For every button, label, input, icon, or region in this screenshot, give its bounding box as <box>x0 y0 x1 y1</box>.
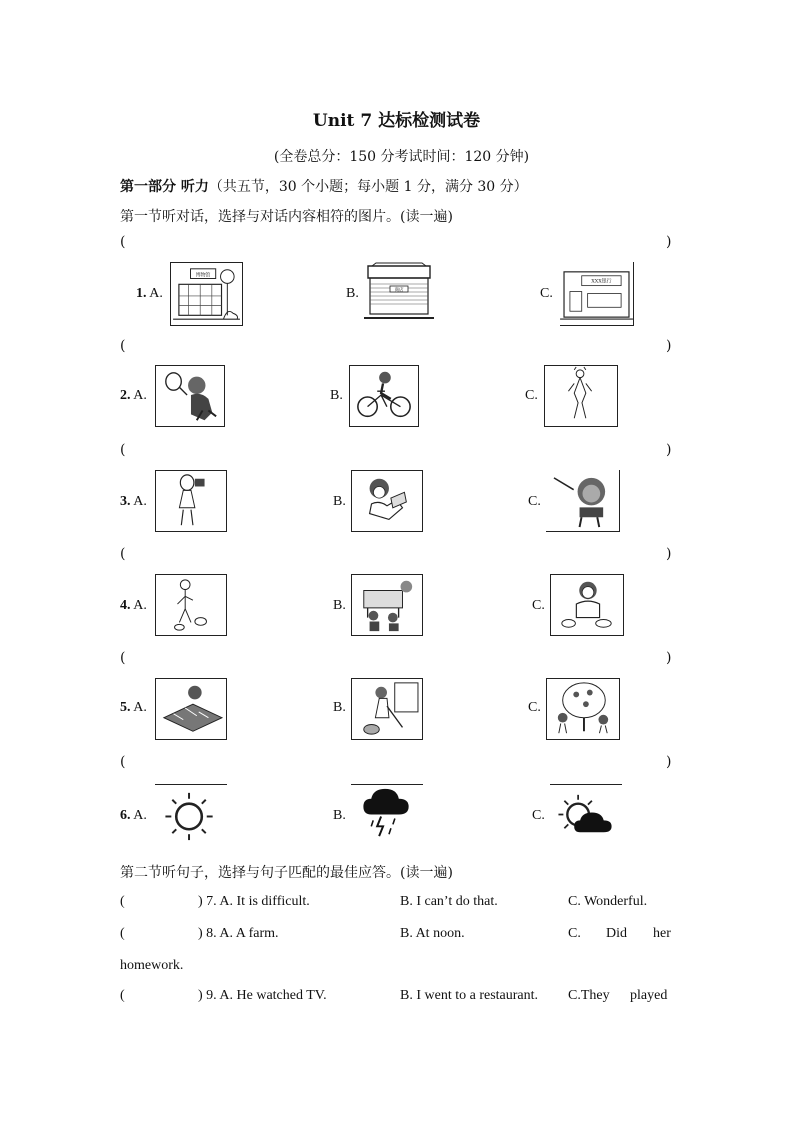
shop-sign: 商店 <box>394 288 404 293</box>
option-b-label: B. <box>346 286 359 301</box>
tennis-player-icon[interactable] <box>155 365 225 427</box>
question-label: 2. A. <box>120 388 147 403</box>
answer-paren-open: ( <box>120 234 126 250</box>
option-c-label: C. <box>528 494 541 509</box>
woman-cleaning-icon[interactable] <box>351 678 423 740</box>
option-c-prefix: C.They <box>568 988 610 1003</box>
question-label: 4. A. <box>120 598 147 613</box>
answer-paren-open: ( <box>120 754 126 770</box>
question-7: ) 7. A. It is difficult. <box>198 894 310 909</box>
option-b: B. I can’t do that. <box>400 894 498 909</box>
girl-painting-icon[interactable] <box>546 470 620 532</box>
option-c-word: played <box>630 988 668 1003</box>
option-b-label: B. <box>330 388 343 403</box>
answer-paren-close: ) <box>666 546 672 562</box>
option-c-label: C. <box>528 700 541 715</box>
option-b-label: B. <box>333 700 346 715</box>
answer-paren-close: ) <box>666 234 672 250</box>
question-9: ) 9. A. He watched TV. <box>198 988 327 1003</box>
part1-title: 第一部分 听力 <box>120 179 209 195</box>
answer-paren-open: ( <box>120 546 126 562</box>
sunny-icon[interactable] <box>155 784 227 846</box>
option-c-label: C. <box>532 598 545 613</box>
shop-building-icon[interactable] <box>362 262 436 322</box>
cyclist-icon[interactable] <box>349 365 419 427</box>
option-c-continuation: homework. <box>120 958 184 973</box>
thunderstorm-icon[interactable] <box>351 784 423 846</box>
answer-paren-close: ) <box>666 338 672 354</box>
page-title: Unit 7 达标检测试卷 <box>312 111 481 131</box>
option-c-word: her <box>653 926 671 941</box>
answer-paren-open: ( <box>120 894 125 909</box>
question-label: 3. A. <box>120 494 147 509</box>
bank-building-icon[interactable] <box>560 262 634 326</box>
part1-detail: （共五节，30 个小题；每小题 1 分，满分 30 分） <box>208 179 528 195</box>
question-label: 5. A. <box>120 700 147 715</box>
section2-instruction: 第二节听句子，选择与句子匹配的最佳应答。(读一遍) <box>120 865 453 881</box>
answer-paren-open: ( <box>120 988 125 1003</box>
girl-reading-icon[interactable] <box>351 470 423 532</box>
museum-building-icon[interactable] <box>170 262 243 326</box>
option-b-label: B. <box>333 808 346 823</box>
exam-info: (全卷总分：150 分考试时间：120 分钟) <box>273 149 530 165</box>
woman-cooking-icon[interactable] <box>550 574 624 636</box>
museum-sign: 博物馆 <box>195 273 211 279</box>
option-c-label: C. <box>540 286 553 301</box>
dancer-icon[interactable] <box>544 365 618 427</box>
option-c-label: C. <box>532 808 545 823</box>
children-cow-icon[interactable] <box>351 574 423 636</box>
section1-instruction: 第一节听对话，选择与对话内容相符的图片。(读一遍) <box>120 209 453 225</box>
option-c-label: C. <box>525 388 538 403</box>
option-b-label: B. <box>333 598 346 613</box>
children-tree-icon[interactable] <box>546 678 620 740</box>
option-b-label: B. <box>333 494 346 509</box>
answer-paren-open: ( <box>120 650 126 666</box>
girl-puzzle-icon[interactable] <box>155 678 227 740</box>
farmer-chickens-icon[interactable] <box>155 574 227 636</box>
part1-heading <box>120 176 528 196</box>
answer-paren-close: ) <box>666 754 672 770</box>
option-b: B. I went to a restaurant. <box>400 988 539 1003</box>
answer-paren-open: ( <box>120 442 126 458</box>
answer-paren-close: ) <box>666 442 672 458</box>
option-c: C. Wonderful. <box>568 894 648 909</box>
bank-sign: XXX银行 <box>591 278 612 285</box>
option-c-word: Did <box>606 926 627 941</box>
answer-paren-close: ) <box>666 650 672 666</box>
question-label: 1. A. <box>136 286 163 301</box>
answer-paren-open: ( <box>120 338 126 354</box>
girl-camera-icon[interactable] <box>155 470 227 532</box>
answer-paren-open: ( <box>120 926 125 941</box>
option-c-prefix: C. <box>568 926 581 941</box>
partly-cloudy-icon[interactable] <box>550 784 622 846</box>
option-b: B. At noon. <box>400 926 465 941</box>
question-8: ) 8. A. A farm. <box>198 926 279 941</box>
question-label: 6. A. <box>120 808 147 823</box>
